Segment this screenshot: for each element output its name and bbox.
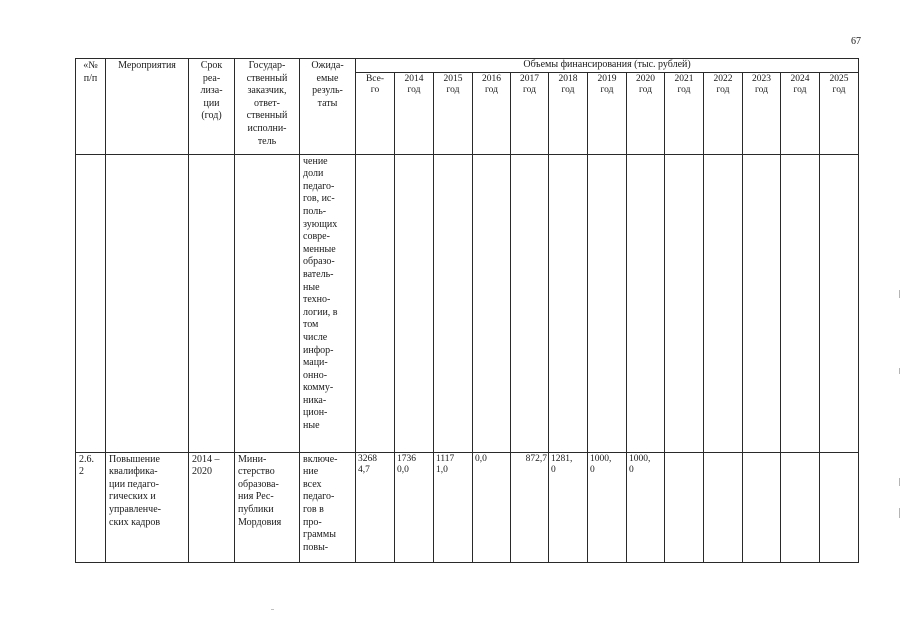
table-cell — [434, 154, 473, 452]
funding-2017-cell: 872,7 — [511, 452, 549, 562]
table-cell — [473, 154, 511, 452]
table-cell — [781, 154, 820, 452]
funding-total-cell: 3268 4,7 — [356, 452, 395, 562]
header-year-2017: 2017 год — [511, 72, 549, 154]
header-year-2015: 2015 год — [434, 72, 473, 154]
funding-2016-cell: 0,0 — [473, 452, 511, 562]
header-customer: Государ- ственный заказчик, ответ- ственный исполни- тель — [235, 59, 300, 155]
table-cell — [511, 154, 549, 452]
header-year-2024: 2024 год — [781, 72, 820, 154]
header-year-2019: 2019 год — [588, 72, 627, 154]
header-results: Ожида- емые резуль- таты — [300, 59, 356, 155]
scan-margin-mark — [899, 290, 900, 298]
table-cell — [235, 154, 300, 452]
row-term-cell: 2014 – 2020 — [189, 452, 235, 562]
row-number-cell: 2.6. 2 — [76, 452, 106, 562]
row-customer-cell: Мини- стерство образова- ния Рес- публики Мордовия — [235, 452, 300, 562]
funding-2019-cell: 1000, 0 — [588, 452, 627, 562]
header-year-2016: 2016 год — [473, 72, 511, 154]
table-header-row — [76, 59, 859, 73]
header-year-2021: 2021 год — [665, 72, 704, 154]
header-year-2020: 2020 год — [627, 72, 665, 154]
scan-margin-mark — [899, 368, 900, 374]
header-year-2025: 2025 год — [820, 72, 859, 154]
funding-2015-cell: 1117 1,0 — [434, 452, 473, 562]
funding-2024-cell — [781, 452, 820, 562]
table-row-2-6-2 — [76, 452, 859, 562]
funding-2021-cell — [665, 452, 704, 562]
table-cell — [395, 154, 434, 452]
row-event-cell: Повышение квалифика- ции педаго- гических и управленче- ских кадров — [106, 452, 189, 562]
table-cell — [820, 154, 859, 452]
continuation-results-cell: чение доли педаго- гов, ис- поль- зующих совре- менные образо- ватель- ные техно- логии, в том числе инфор- маци- онно- комму- ника- цион- ные — [300, 154, 356, 452]
scan-dust-mark — [271, 609, 274, 610]
header-events: Мероприятия — [106, 59, 189, 155]
table-cell — [704, 154, 743, 452]
funding-2022-cell — [704, 452, 743, 562]
table-row — [76, 154, 859, 452]
funding-2020-cell: 1000, 0 — [627, 452, 665, 562]
table-cell — [76, 154, 106, 452]
scan-margin-mark — [899, 508, 900, 518]
funding-table — [75, 58, 859, 563]
page-number: 67 — [851, 36, 861, 47]
funding-2023-cell — [743, 452, 781, 562]
table-cell — [627, 154, 665, 452]
funding-2025-cell — [820, 452, 859, 562]
header-funding-title: Объемы финансирования (тыс. рублей) — [356, 59, 859, 73]
header-num: «№ п/п — [76, 59, 106, 155]
table-cell — [356, 154, 395, 452]
table-cell — [189, 154, 235, 452]
funding-2018-cell: 1281, 0 — [549, 452, 588, 562]
table-cell — [588, 154, 627, 452]
table-cell — [549, 154, 588, 452]
header-term: Срок реа- лиза- ции (год) — [189, 59, 235, 155]
table-cell — [106, 154, 189, 452]
scan-margin-mark — [899, 478, 900, 486]
header-year-2022: 2022 год — [704, 72, 743, 154]
table-cell — [743, 154, 781, 452]
funding-2014-cell: 1736 0,0 — [395, 452, 434, 562]
row-results-cell: включе- ние всех педаго- гов в про- граммы повы- — [300, 452, 356, 562]
header-year-2023: 2023 год — [743, 72, 781, 154]
header-year-2018: 2018 год — [549, 72, 588, 154]
table-cell — [665, 154, 704, 452]
header-year-2014: 2014 год — [395, 72, 434, 154]
header-year-total: Все- го — [356, 72, 395, 154]
